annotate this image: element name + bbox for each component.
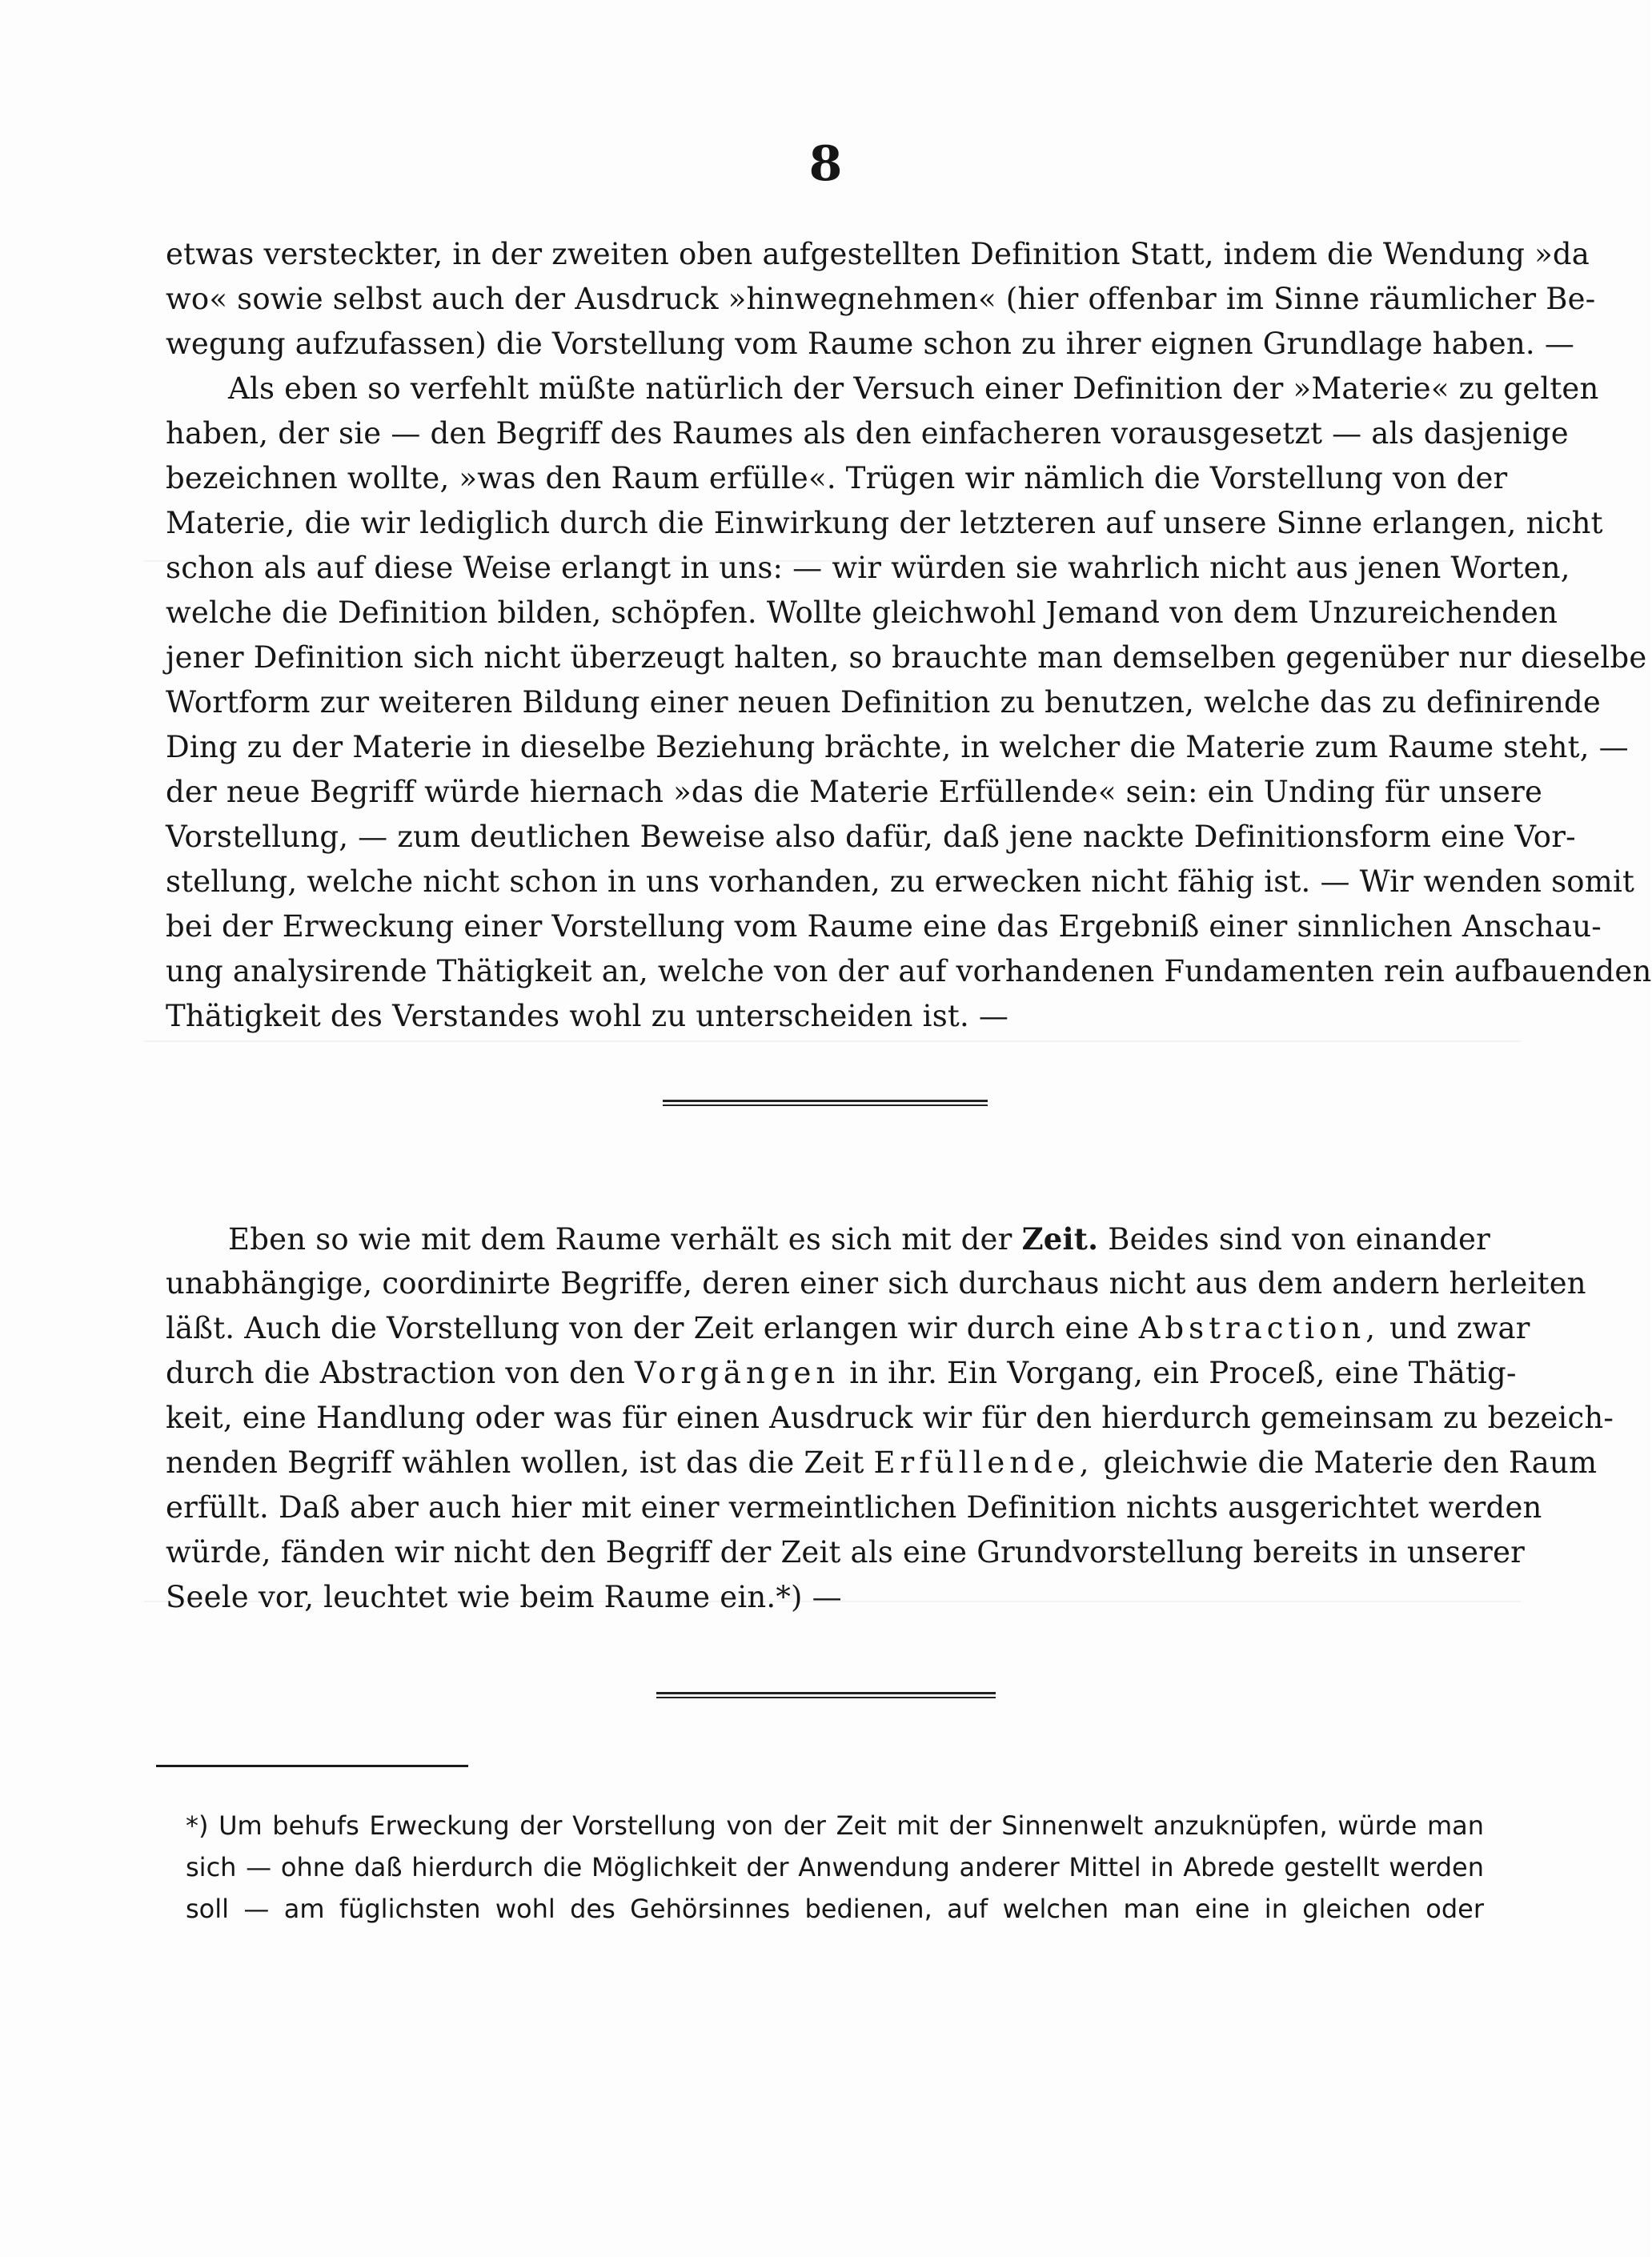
text-line: schon als auf diese Weise erlangt in uns: — wir würden sie wahrlich nicht aus jenen Worten,: [166, 551, 1570, 585]
text-line: stellung, welche nicht schon in uns vorhanden, zu erwecken nicht fähig ist. — Wir wenden somit: [166, 864, 1635, 899]
text-line: wo« sowie selbst auch der Ausdruck »hinwegnehmen« (hier offenbar im Sinne räumlicher Be-: [166, 282, 1596, 316]
text-run: und zwar: [1389, 1311, 1530, 1345]
footnote-line: *) Um behufs Erweckung der Vorstellung von der Zeit mit der Sinnenwelt anzuknüpfen, würde man: [186, 1810, 1484, 1841]
text-line: etwas versteckter, in der zweiten oben aufgestellten Definition Statt, indem die Wendung »da: [166, 237, 1590, 271]
text-line: [166, 1217, 1490, 1261]
text-line: erfüllt. Daß aber auch hier mit einer vermeintlichen Definition nichts ausgerichtet werden: [166, 1490, 1542, 1525]
text-line: würde, fänden wir nicht den Begriff der Zeit als eine Grundvorstellung bereits in unserer: [166, 1535, 1526, 1569]
spaced-emphasis: Abstraction,: [1138, 1311, 1380, 1345]
text-run: durch die Abstraction von den: [166, 1356, 625, 1390]
section-separator: [656, 1692, 996, 1698]
paragraph-1: [166, 232, 1652, 1039]
show-through-mark: [144, 1040, 1521, 1042]
text-line: [166, 1306, 1530, 1351]
text-line: Materie, die wir lediglich durch die Einwirkung der letzteren auf unsere Sinne erlangen, nicht: [166, 506, 1603, 540]
text-run: nenden Begriff wählen wollen, ist das die Zeit: [166, 1445, 864, 1480]
paragraph-2: [166, 1217, 1614, 1620]
page-number: 8: [808, 136, 843, 192]
text-line: Seele vor, leuchtet wie beim Raume ein.*) —: [166, 1580, 842, 1614]
spaced-emphasis: Erfüllende,: [873, 1445, 1094, 1480]
text-line: bei der Erweckung einer Vorstellung vom Raume eine das Ergebniß einer sinnlichen Anschau-: [166, 909, 1602, 944]
text-line: [166, 1351, 1517, 1396]
text-line: jener Definition sich nicht überzeugt halten, so brauchte man demselben gegenüber nur dieselbe: [166, 640, 1647, 675]
text-line: haben, der sie — den Begriff des Raumes als den einfacheren vorausgesetzt — als dasjenige: [166, 416, 1569, 451]
text-line: Wortform zur weiteren Bildung einer neuen Definition zu benutzen, welche das zu definirende: [166, 685, 1601, 720]
text-run: Eben so wie mit dem Raume verhält es sich mit der: [228, 1222, 1012, 1257]
emphasis-zeit: Zeit.: [1021, 1221, 1099, 1257]
text-line: Thätigkeit des Verstandes wohl zu unterscheiden ist. —: [166, 999, 1009, 1033]
text-line: keit, eine Handlung oder was für einen Ausdruck wir für den hierdurch gemeinsam zu bezeich-: [166, 1401, 1614, 1435]
text-run: Beides sind von einander: [1108, 1222, 1491, 1257]
text-line: wegung aufzufassen) die Vorstellung vom Raume schon zu ihrer eignen Grundlage haben. —: [166, 327, 1575, 361]
text-line: der neue Begriff würde hiernach »das die Materie Erfüllende« sein: ein Unding für unsere: [166, 775, 1543, 809]
text-line: welche die Definition bilden, schöpfen. Wollte gleichwohl Jemand von dem Unzureichenden: [166, 595, 1558, 630]
text-run: gleichwie die Materie den Raum: [1103, 1445, 1598, 1480]
text-line: [166, 1441, 1598, 1485]
text-line: bezeichnen wollte, »was den Raum erfülle«. Trügen wir nämlich die Vorstellung von der: [166, 461, 1508, 495]
footnote-line: sich — ohne daß hierdurch die Möglichkeit der Anwendung anderer Mittel in Abrede gestellt werden: [186, 1852, 1484, 1882]
footnote-line: soll — am füglichsten wohl des Gehörsinnes bedienen, auf welchen man eine in gleichen oder: [186, 1894, 1484, 1924]
text-line: unabhängige, coordinirte Begriffe, deren einer sich durchaus nicht aus dem andern herleiten: [166, 1266, 1586, 1301]
footnote-rule: [156, 1765, 468, 1767]
footnote: [186, 1805, 1484, 1930]
spaced-emphasis: Vorgängen: [634, 1356, 840, 1390]
text-line: Als eben so verfehlt müßte natürlich der Versuch einer Definition der »Materie« zu gelten: [228, 371, 1599, 406]
text-line: ung analysirende Thätigkeit an, welche von der auf vorhandenen Fundamenten rein aufbauenden: [166, 954, 1652, 988]
text-line: Vorstellung, — zum deutlichen Beweise also dafür, daß jene nackte Definitionsform eine Vor-: [166, 820, 1576, 854]
text-run: in ihr. Ein Vorgang, ein Proceß, eine Thätig-: [849, 1356, 1517, 1390]
text-run: läßt. Auch die Vorstellung von der Zeit erlangen wir durch eine: [166, 1311, 1129, 1345]
text-line: Ding zu der Materie in dieselbe Beziehung brächte, in welcher die Materie zum Raume steht, —: [166, 730, 1629, 764]
section-separator: [663, 1100, 988, 1106]
